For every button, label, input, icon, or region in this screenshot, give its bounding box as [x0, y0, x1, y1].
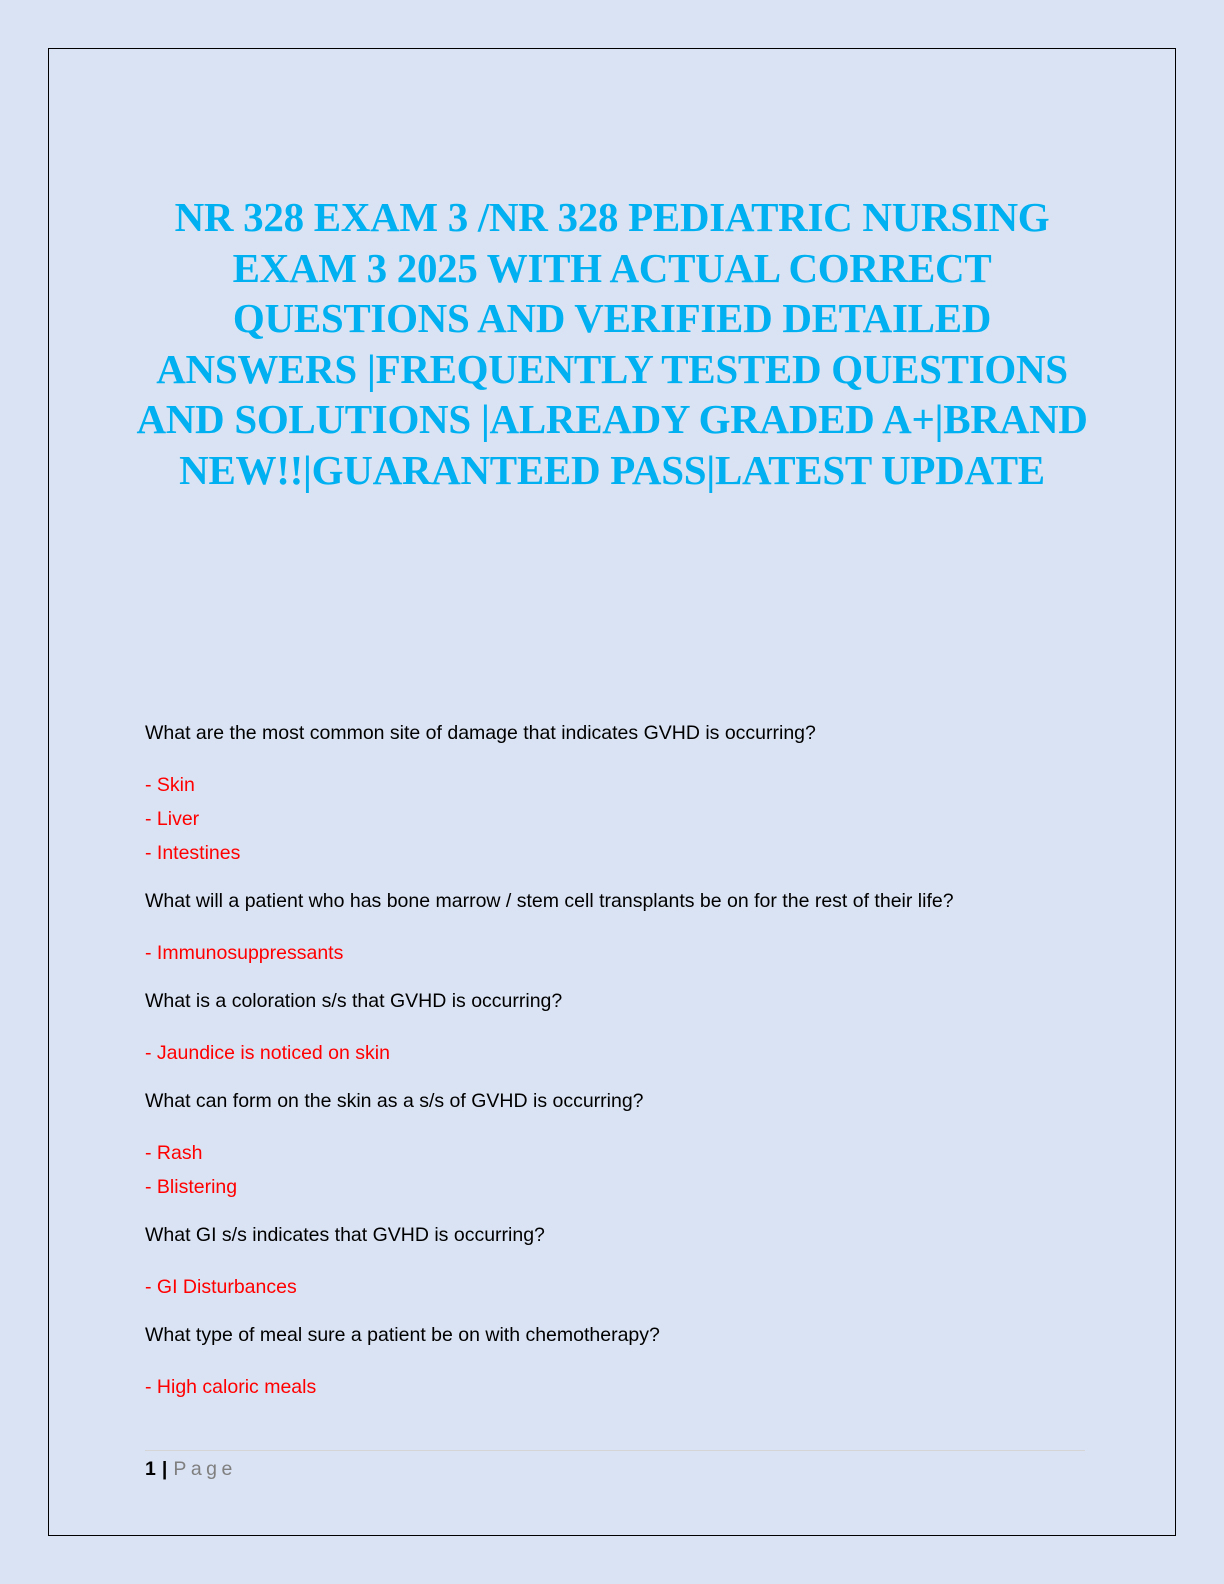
document-title: NR 328 EXAM 3 /NR 328 PEDIATRIC NURSING EXAM 3 2025 WITH ACTUAL CORRECT QUESTIONS AND VERIFIED DETAILED ANSWERS |FREQUENTLY TESTED QUESTIONS AND SOLUTIONS |ALREADY GRADED A+|BRAND NEW!!|GUARANTEED PASS|LATEST UPDATE — [136, 194, 1088, 493]
answer: - High caloric meals — [145, 1376, 317, 1398]
answer-list — [145, 768, 1085, 866]
answer-list — [145, 1036, 1085, 1066]
answer-list — [145, 1136, 1085, 1200]
answer: - Blistering — [145, 1176, 238, 1198]
question: What are the most common site of damage that indicates GVHD is occurring? — [145, 722, 816, 744]
footer-divider — [145, 1450, 1085, 1451]
answer: - Skin — [145, 774, 195, 796]
page-footer — [145, 1456, 237, 1482]
page-number: 1 — [145, 1458, 156, 1480]
answer: - Rash — [145, 1142, 203, 1164]
answer: - GI Disturbances — [145, 1276, 297, 1298]
page-label: Page — [173, 1458, 237, 1480]
answer: - Jaundice is noticed on skin — [145, 1042, 390, 1064]
answer: - Liver — [145, 808, 200, 830]
answer-list — [145, 1270, 1085, 1300]
answer-list — [145, 936, 1085, 966]
page-separator: | — [161, 1458, 168, 1480]
question: What GI s/s indicates that GVHD is occurring? — [145, 1224, 545, 1246]
question: What will a patient who has bone marrow / stem cell transplants be on for the rest of their life? — [145, 890, 954, 912]
answer: - Intestines — [145, 842, 241, 864]
question: What is a coloration s/s that GVHD is occurring? — [145, 990, 563, 1012]
question: What type of meal sure a patient be on with chemotherapy? — [145, 1324, 660, 1346]
answer-list — [145, 1370, 1085, 1400]
qa-list — [145, 718, 1085, 1420]
answer: - Immunosuppressants — [145, 942, 344, 964]
question: What can form on the skin as a s/s of GVHD is occurring? — [145, 1090, 644, 1112]
